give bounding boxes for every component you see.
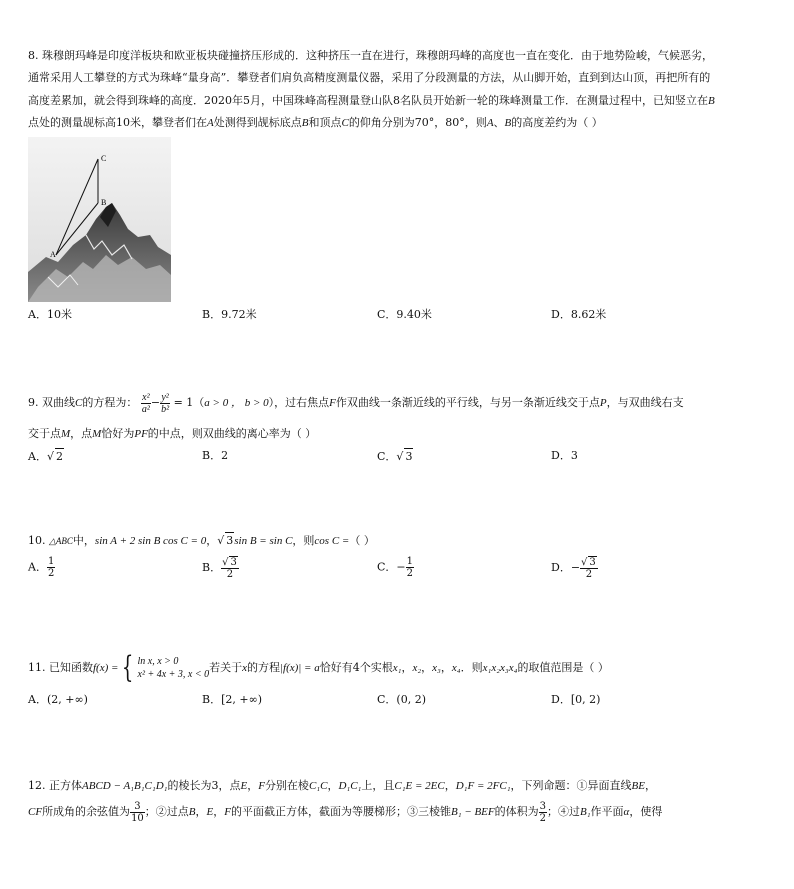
q9-opt-label: A． [28,450,47,463]
q12-var: D₁C₁ [338,780,362,792]
q8-text: 处测得到觇标底点 [213,116,302,129]
q12-var: F [224,806,231,818]
mountain-illustration [28,137,171,302]
q10-den: 2 [47,568,55,579]
q10-text: ， [206,534,218,547]
q12-text: ，下列命题：①异面直线 [510,779,632,792]
q12-text: ；②过点 [144,805,189,818]
q10-num: √ 3 [581,557,596,568]
q10-option-b[interactable] [202,556,239,580]
q9-frac-y [160,392,170,415]
q9-frac-x [141,392,151,415]
q12-cond: D₁F = 2FC₁ [455,780,511,792]
q11-product: x₁x₂x₃x₄ [482,662,518,674]
q10-rad: 3 [230,557,237,568]
q12-cond: C₁E = 2EC [394,780,445,792]
q10-opt-frac [47,556,55,579]
q8-option-a[interactable]: A．10米 [28,308,72,321]
q11-option-d[interactable]: D．[0, 2) [551,693,601,706]
q9-text: ，点 [70,427,93,440]
q9-text: 的方程为： [82,396,138,409]
q12-frac-cos [130,801,145,824]
q12-text: ；④过 [547,805,580,818]
q9-opt-radicand: 2 [55,450,63,463]
q10-option-d[interactable] [551,556,598,580]
q8-text: 的高度差约为（ ） [511,116,603,129]
q10-opt-label: D． [551,561,571,574]
q9-option-a[interactable]: A．√ 2 [28,450,63,463]
q12-var: F [258,780,265,792]
q8-text: 的仰角分别为70°，80°，则 [348,116,487,129]
q9-var: P [599,397,607,409]
q10-text: 10. [28,534,46,547]
q12-text: 的平面截正方体，截面为等腰梯形；③三棱锥 [231,805,451,818]
q11-text: ， [421,661,433,674]
q10-num: √ 3 [222,557,237,568]
q10-stem: 10. △ABC中，sin A + 2 sin B cos C = 0，√ 3sin B = sin C，则cos C =（ ） [28,534,375,547]
q10-sign: − [396,560,406,574]
q11-stem [28,652,609,684]
q8-text: 点处的测量觇标高10米，攀登者们在 [28,116,207,129]
q8-var: C [341,117,349,129]
q11-text: 若关于 [209,661,243,674]
q12-den: 2 [539,812,546,824]
q12-text: ， [213,805,225,818]
q8-var: B [504,117,512,129]
q12-line-1 [28,778,656,794]
q12-text: 分别在棱 [264,779,309,792]
q10-den: 2 [226,569,234,580]
q9-var: C [75,397,83,409]
q12-cube: ABCD − A₁B₁C₁D₁ [82,780,168,792]
q9-cond: a > 0 ， b > 0 [204,397,269,409]
q12-text: 所成角的余弦值为 [42,805,131,818]
q11-piece-1: ln x, x > 0 [137,656,179,667]
q11-option-a[interactable]: A．(2, +∞) [28,693,88,706]
q12-var: B₁ − BEF [451,806,495,818]
q8-line-1: 8. 珠穆朗玛峰是印度洋板块和欧亚板块碰撞挤压形成的．这种挤压一直在进行，珠穆朗玛峰的高度也一直在变化．由于地势险峻，气候恶劣， [28,49,713,62]
q10-sign: − [570,561,581,574]
q8-option-c[interactable]: C．9.40米 [377,308,432,321]
q9-var: PF [134,428,148,440]
q9-num: x² [142,391,150,403]
q12-var: BE [631,780,645,792]
q9-option-d[interactable]: D．3 [551,449,578,462]
q11-var: x [242,662,247,674]
q10-den: 2 [406,568,414,579]
q9-text: 恰好为 [101,427,135,440]
q11-root: x₃ [432,662,441,674]
q11-text: ， [440,661,452,674]
q11-root: x₂ [412,662,422,674]
q8-line-3-text: 高度差累加，就会得到珠峰的高度．2020年5月，中国珠峰高程测量登山队8名队员开始新一轮的珠峰测量工作．在测量过程中，已知竖立在 [28,94,708,107]
q10-text: 中， [72,534,95,547]
q9-var: M [92,428,102,440]
q9-text: = 1（ [173,396,205,409]
q10-triangle: △ABC [49,536,73,546]
q9-opt-label: C． [377,450,397,463]
q11-root: x₁ [392,662,402,674]
q9-option-b[interactable]: B．2 [202,449,229,462]
q9-text: 作双曲线一条渐近线的平行线，与另一条渐近线交于点 [335,396,600,409]
q12-var: CF [28,806,43,818]
q8-text: 和顶点 [308,116,342,129]
q12-var: B [188,806,196,818]
q9-option-c[interactable]: C．√ 3 [377,450,413,463]
q11-fx: f(x) = [93,662,119,674]
q9-var: F [329,397,336,409]
q8-text: 、 [493,116,505,129]
q11-text: ， [401,661,413,674]
q8-line-4 [28,115,603,131]
q12-text: 12. 正方体 [28,779,82,792]
q9-var: M [61,428,71,440]
q12-text: ，使得 [629,805,663,818]
q10-option-a[interactable] [28,556,55,579]
label-c: C [101,154,107,163]
q11-option-b[interactable]: B．[2, +∞) [202,693,263,706]
q12-var: B₁ [580,806,591,818]
q11-piece-2: x² + 4x + 3, x < 0 [137,669,210,680]
q10-den: 2 [585,569,593,580]
q9-opt-radicand: 3 [405,450,413,463]
q12-num: 3 [539,800,546,812]
q10-rad: 3 [589,557,596,568]
q10-opt-label: B． [202,561,222,574]
q12-text: ， [327,779,339,792]
q12-var: α [623,806,630,818]
q12-text: 的棱长为3，点 [167,779,241,792]
q12-text: 的体积为 [494,805,539,818]
q12-text: ， [444,779,456,792]
q12-text: ， [195,805,207,818]
q9-minus: − [150,396,161,409]
q10-rad: 3 [226,534,234,547]
mountain-figure [28,137,171,302]
q9-text: 交于点 [28,427,61,440]
q11-abs: |f(x)| = a [279,662,320,674]
q10-opt-frac [221,556,239,580]
q9-line-2 [28,426,316,442]
q10-opt-frac [580,556,598,580]
q12-den: 10 [131,812,144,824]
q8-option-d[interactable]: D．8.62米 [551,308,607,321]
q10-opt-label: A． [28,560,47,574]
q12-var: E [240,780,248,792]
q10-cos: cos C = [314,535,350,547]
q8-var-b: B [708,95,715,107]
q11-text: ．则 [460,661,483,674]
q12-text: 作平面 [590,805,624,818]
q10-num: 1 [406,556,414,567]
q8-line-2: 通常采用人工攀登的方式为珠峰“量身高”．攀登者们肩负高精度测量仪器，采用了分段测量的方法，从山脚开始，直到到达山顶，再把所有的 [28,71,711,84]
q10-text: ，则 [292,534,315,547]
q9-line-1 [28,390,684,416]
q11-brace: { [122,650,134,685]
q11-option-c[interactable]: C．(0, 2) [377,693,426,706]
q10-option-c[interactable] [377,556,414,579]
q10-text: （ ） [349,534,375,547]
q11-text: 恰好有4个实根 [319,661,393,674]
q10-eq2: sin B = sin C [234,535,293,547]
q11-text: 的方程 [246,661,280,674]
q9-text: ），过右焦点 [268,396,330,409]
q12-num: 3 [130,801,145,813]
q9-den: a² [141,403,150,415]
q8-var: A [207,117,214,129]
q11-pieces [138,655,210,681]
q8-var: A [486,117,494,129]
q12-line-2 [28,798,662,826]
q9-text: ，与双曲线右支 [606,396,684,409]
q11-text: 的取值范围是（ ） [517,661,609,674]
q12-text: ， [247,779,259,792]
q8-option-b[interactable]: B．9.72米 [202,308,257,321]
q12-frac-vol [539,801,547,824]
q8-var: B [301,117,309,129]
q9-num: y² [161,391,169,403]
q12-var: E [206,806,214,818]
q10-opt-frac [406,556,414,579]
q9-den: b² [161,403,170,415]
label-a: A [50,250,56,259]
q8-line-3 [28,93,715,109]
q10-opt-label: C． [377,560,397,574]
q12-text: 上，且 [361,779,395,792]
q10-num: 1 [47,556,55,567]
q9-text: 9. 双曲线 [28,396,75,409]
q10-eq1: sin A + 2 sin B cos C = 0 [94,535,207,547]
q12-text: ， [644,779,656,792]
q11-root: x₄ [451,662,461,674]
q9-text: 的中点，则双曲线的离心率为（ ） [147,427,317,440]
label-b: B [101,198,107,207]
q11-text: 11. 已知函数 [28,661,93,674]
q12-var: C₁C [308,780,328,792]
